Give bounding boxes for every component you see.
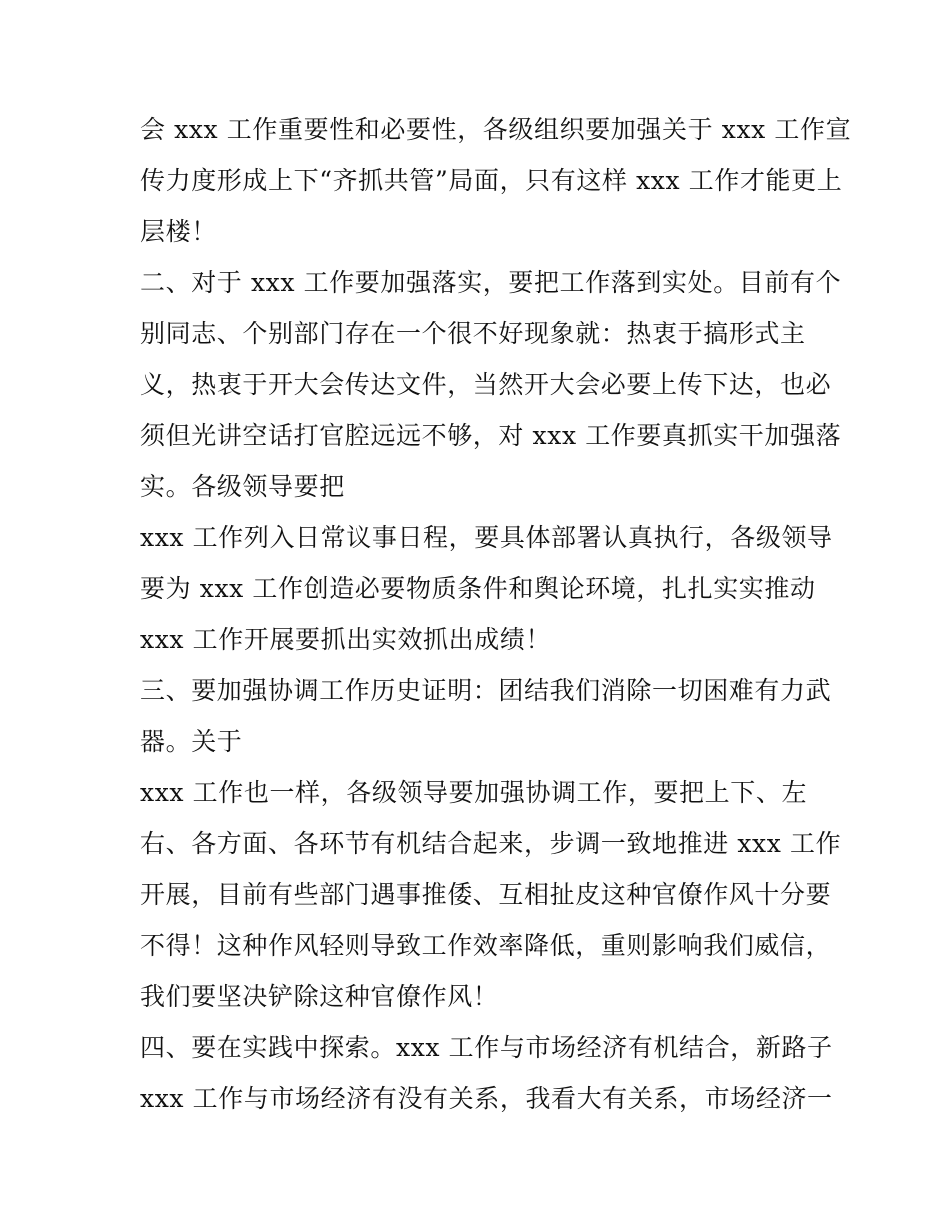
text-line: 会 xxx 工作重要性和必要性，各级组织要加强关于 xxx 工作宣 [140,115,852,144]
document-body [140,104,852,1124]
text-line: xxx 工作与市场经济有没有关系，我看大有关系，市场经济一 [140,1084,833,1113]
text-line: 要为 xxx 工作创造必要物质条件和舆论环境，扎扎实实推动 [140,574,816,603]
text-line: 三、要加强协调工作历史证明：团结我们消除一切困难有力武 [140,676,832,705]
text-line: 实。各级领导要把 [140,472,345,501]
text-line: 不得！这种作风轻则导致工作效率降低，重则影响我们威信， [140,931,832,960]
text-line: 右、各方面、各环节有机结合起来，步调一致地推进 xxx 工作 [140,829,842,858]
text-line: xxx 工作开展要抓出实效抓出成绩！ [140,625,552,654]
text-line: 传力度形成上下“齐抓共管”局面，只有这样 xxx 工作才能更上 [140,166,843,195]
text-line: 开展，目前有些部门遇事推倭、互相扯皮这种官僚作风十分要 [140,880,832,909]
text-line: 须但光讲空话打官腔远远不够，对 xxx 工作要真抓实干加强落 [140,421,842,450]
text-line: 别同志、个别部门存在一个很不好现象就：热衷于搞形式主 [140,319,806,348]
text-line: 层楼！ [140,217,217,246]
text-line: 器。关于 [140,727,243,756]
text-line: 二、对于 xxx 工作要加强落实，要把工作落到实处。目前有个 [140,268,842,297]
text-line: 义，热衷于开大会传达文件，当然开大会必要上传下达，也必 [140,370,832,399]
text-line: 我们要坚决铲除这种官僚作风！ [140,982,499,1011]
text-line: 四、要在实践中探索。xxx 工作与市场经济有机结合，新路子 [140,1033,833,1062]
text-line: xxx 工作列入日常议事日程，要具体部署认真执行，各级领导 [140,523,833,552]
text-line: xxx 工作也一样，各级领导要加强协调工作，要把上下、左 [140,778,808,807]
